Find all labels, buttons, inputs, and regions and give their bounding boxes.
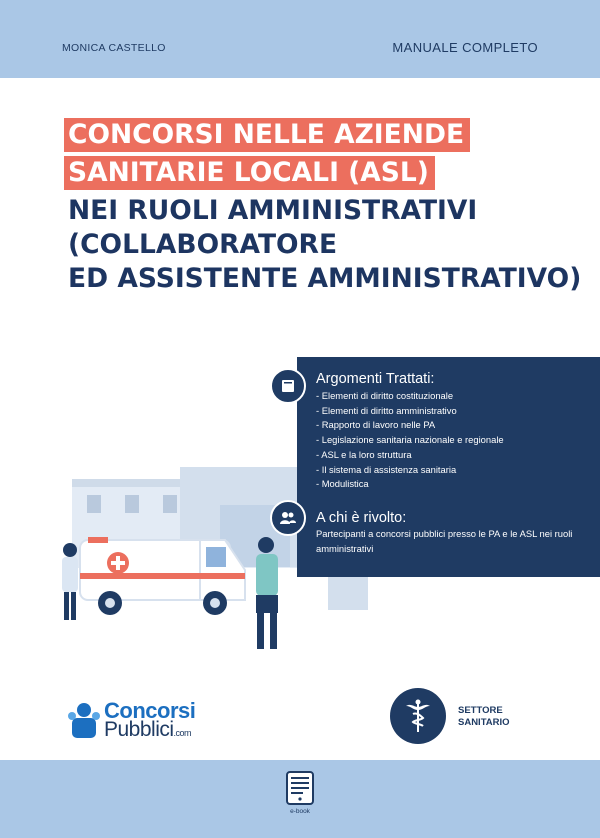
publisher-suffix: .com xyxy=(173,728,192,738)
title-highlight-line-1: CONCORSI NELLE AZIENDE xyxy=(64,118,470,152)
topic-item: - Il sistema di assistenza sanitaria xyxy=(316,463,457,475)
title-line-4: (COLLABORATORE xyxy=(68,229,338,260)
ebook-icon xyxy=(286,771,314,805)
topics-list xyxy=(316,389,504,492)
title-line-5: ED ASSISTENTE AMMINISTRATIVO) xyxy=(68,263,582,294)
series-label: MANUALE COMPLETO xyxy=(392,40,538,55)
book-icon xyxy=(270,368,306,404)
publisher-name-line2: Pubblici.com xyxy=(104,718,192,741)
format-label: e-book xyxy=(290,808,310,815)
sector-label: SETTORE SANITARIO xyxy=(458,705,510,728)
author-name: MONICA CASTELLO xyxy=(62,42,166,54)
topics-title: Argomenti Trattati: xyxy=(316,371,435,387)
topic-item: - Rapporto di lavoro nelle PA xyxy=(316,419,436,431)
publisher-name-line1: Concorsi xyxy=(104,698,196,723)
audience-title: A chi è rivolto: xyxy=(316,510,407,526)
book-title xyxy=(64,118,582,296)
audience-text: Partecipanti a concorsi pubblici presso le PA e le ASL nei ruoli amministrativi xyxy=(316,528,573,554)
title-highlight-line-2: SANITARIE LOCALI (ASL) xyxy=(64,156,435,190)
topic-item: - Elementi di diritto amministrativo xyxy=(316,404,457,416)
topic-item: - Legislazione sanitaria nazionale e regionale xyxy=(316,434,504,446)
publisher-logo-icon xyxy=(66,700,102,740)
caduceus-icon xyxy=(390,688,446,744)
people-icon xyxy=(270,500,306,536)
top-band xyxy=(0,0,600,78)
title-line-3: NEI RUOLI AMMINISTRATIVI xyxy=(68,195,478,226)
topic-item: - ASL e la loro struttura xyxy=(316,448,412,460)
topic-item: - Elementi di diritto costituzionale xyxy=(316,390,454,401)
ambulance-icon xyxy=(80,537,245,615)
topic-item: - Modulistica xyxy=(316,478,369,490)
